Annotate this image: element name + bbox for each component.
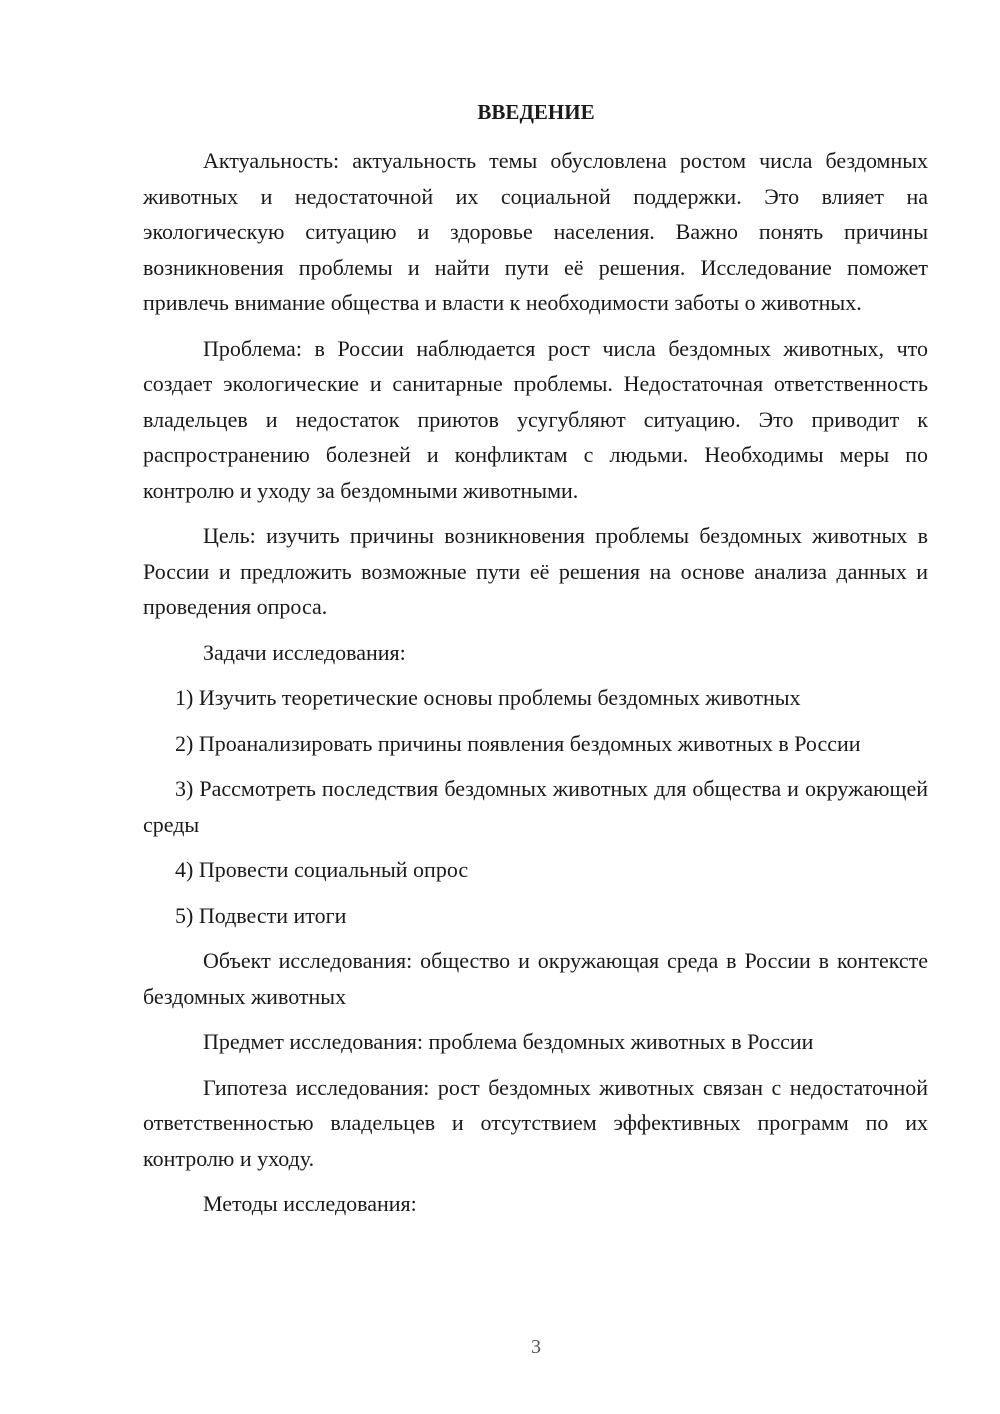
paragraph-subject: Предмет исследования: проблема бездомных животных в России: [203, 1029, 814, 1054]
task-item-2: 2) Проанализировать причины появления бездомных животных в России: [175, 730, 861, 756]
paragraph-problem: Проблема: в России наблюдается рост числа бездомных животных, что создает экологические и санитарные проблемы. Недостаточная ответственность владельцев и недостаток приютов усугубляют ситуацию. Это приводит к распространению болезней и конфликтам с людьми. Необходимы меры по контролю и уходу за бездомными животными.: [143, 335, 928, 503]
paragraph-object: Объект исследования: общество и окружающая среда в России в контексте бездомных животных: [143, 948, 928, 1009]
section-heading: ВВЕДЕНИЕ: [477, 100, 595, 124]
page-number: 3: [531, 1336, 541, 1358]
task-item-5: 5) Подвести итоги: [175, 902, 347, 928]
paragraph-hypothesis: Гипотеза исследования: рост бездомных животных связан с недостаточной ответственностью владельцев и отсутствием эффективных программ по их контролю и уходу.: [143, 1074, 928, 1171]
paragraph-relevance: Актуальность: актуальность темы обусловлена ростом числа бездомных животных и недостаточной их социальной поддержки. Это влияет на экологическую ситуацию и здоровье населения. Важно понять причины возникновения проблемы и найти пути её решения. Исследование поможет привлечь внимание общества и власти к необходимости заботы о животных.: [143, 148, 928, 315]
task-item-4: 4) Провести социальный опрос: [175, 857, 469, 882]
task-item-3: 3) Рассмотреть последствия бездомных животных для общества и окружающей среды: [143, 776, 928, 837]
paragraph-tasks-title: Задачи исследования:: [203, 639, 406, 665]
task-item-1: 1) Изучить теоретические основы проблемы бездомных животных: [175, 685, 801, 710]
paragraph-goal: Цель: изучить причины возникновения проблемы бездомных животных в России и предложить возможные пути её решения на основе анализа данных и проведения опроса.: [143, 523, 928, 619]
paragraph-methods: Методы исследования:: [203, 1191, 417, 1216]
document-body: [143, 143, 928, 1232]
